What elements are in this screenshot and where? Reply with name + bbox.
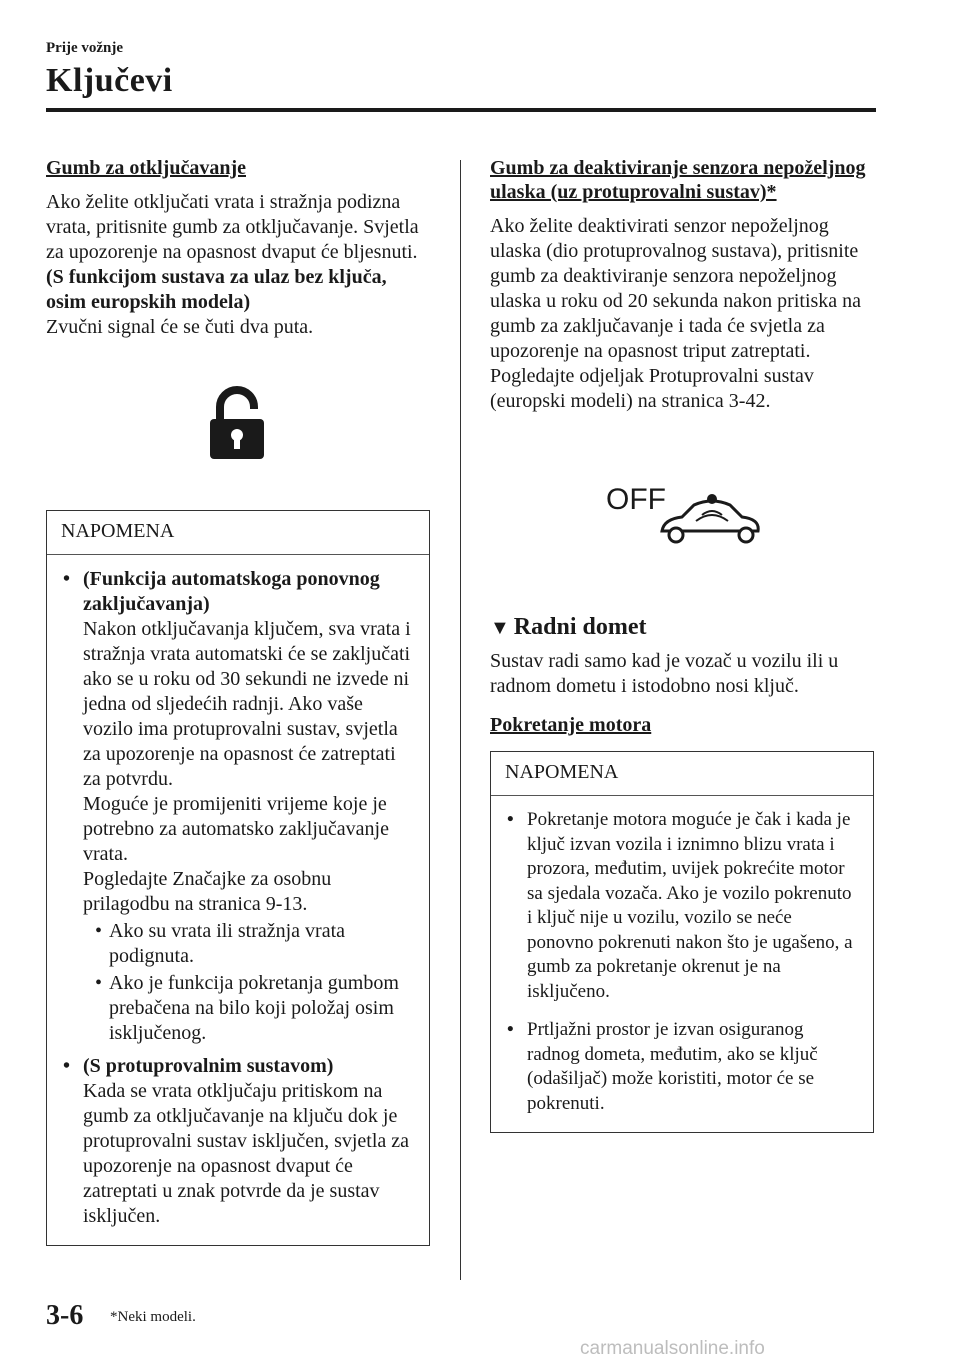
dot-icon: • <box>95 920 103 942</box>
footnote: *Neki modeli. <box>110 1309 196 1325</box>
range-heading: ▼ Radni domet <box>490 614 647 640</box>
note-sub-item-text: Ako su vrata ili stražnja vrata podignuta. <box>109 920 346 967</box>
note-item-heading: (Funkcija automatskoga ponovnog zaključavanja) <box>83 568 380 615</box>
section-label: Prije vožnje <box>46 40 124 56</box>
note-item-text: Kada se vrata otključaju pritiskom na gumb za otključavanje na ključu dok je protuprovalni sustav isključen, svjetla za upozorenje na opasnost dvaput će zatreptati u znak potvrde da je sustav isključen. <box>83 1080 410 1227</box>
note-item-heading: (S protuprovalnim sustavom) <box>83 1055 334 1077</box>
off-label: OFF <box>606 483 666 516</box>
note-item-text: Moguće je promijeniti vrijeme koje je potrebno za automatsko zaključavanje vrata. <box>83 793 389 865</box>
sensor-text: Ako želite deaktivirati senzor nepoželjnog ulaska (dio protuprovalnog sustava), pritisnite gumb za deaktiviranje senzora nepoželjnog ulaska u roku od 20 sekunda nakon pritiska na gumb za zaključavanje i tada će svjetla za upozorenje na opasnost triput zatreptati. Pogledajte odjeljak Protuprovalni sustav (europski modeli) na stranica 3-42. <box>490 215 862 412</box>
bullet-icon: • <box>507 1019 514 1040</box>
page-number: 3-6 <box>46 1300 84 1331</box>
note-title: NAPOMENA <box>47 511 429 555</box>
note-title: NAPOMENA <box>491 752 873 796</box>
note-item <box>505 808 859 1004</box>
column-divider <box>460 160 461 1280</box>
note-item-text: Pokretanje motora moguće je čak i kada je ključ izvan vozila i iznimno blizu vrata i prozora, međutim, uvijek pokrećite motor sa sjedala vozača. Ako je vozilo pokrenuto i ključ nije u vozilu, vozilo se neće ponovno pokrenuti nakon što je ugašeno, a gumb za pokretanje okrenut je na isključeno. <box>527 809 853 1002</box>
note-item <box>61 567 415 1046</box>
note-item-text: Nakon otključavanja ključem, sva vrata i stražnja vrata automatski će se zaključati ako se u roku od 30 sekundi ne izvede ni jedna od sljedećih radnji. Ako vaše vozilo ima protuprovalni sustav, svjetla za upozorenje na opasnost će zatreptati za potvrdu. <box>83 618 411 790</box>
bullet-icon: • <box>63 568 71 590</box>
note-item <box>505 1018 859 1116</box>
sensor-heading: Gumb za deaktiviranje senzora nepoželjnog ulaska (uz protuprovalni sustav)* <box>490 157 866 203</box>
note-sub-item-text: Ako je funkcija pokretanja gumbom prebačena na bilo koji položaj osim isključenog. <box>109 972 399 1044</box>
unlock-bold-note: (S funkcijom sustava za ulaz bez ključa, osim europskih modela) <box>46 266 387 313</box>
right-column <box>490 156 874 1133</box>
range-text: Sustav radi samo kad je vozač u vozilu ili u radnom dometu i istodobno nosi ključ. <box>490 650 839 697</box>
note-item-text: Prtljažni prostor je izvan osiguranog radnog dometa, međutim, ako se ključ (odašiljač) može koristiti, motor će se pokrenuti. <box>527 1019 818 1114</box>
watermark: carmanualsonline.info <box>580 1338 765 1359</box>
sensor-off-icon-area <box>490 414 874 614</box>
title-rule <box>46 108 876 112</box>
unlocked-padlock-icon <box>208 385 268 465</box>
dot-icon: • <box>95 972 103 994</box>
unlock-icon-area <box>46 340 430 510</box>
unlock-text: Ako želite otključati vrata i stražnja podizna vrata, pritisnite gumb za otključavanje. Svjetla za upozorenje na opasnost dvaput će bljesnuti. <box>46 191 419 263</box>
left-column <box>46 156 430 1246</box>
note-item-text: Pogledajte Značajke za osobnu prilagodbu na stranica 9-13. <box>83 868 332 915</box>
unlock-text-2: Zvučni signal će se čuti dva puta. <box>46 316 314 338</box>
note-item <box>61 1054 415 1229</box>
note-sub-item <box>83 919 415 969</box>
intrusion-sensor-off-icon <box>602 479 762 549</box>
engine-heading: Pokretanje motora <box>490 714 652 736</box>
note-sub-item <box>83 971 415 1046</box>
bullet-icon: • <box>507 809 514 830</box>
bullet-icon: • <box>63 1055 71 1077</box>
unlock-heading: Gumb za otključavanje <box>46 157 246 179</box>
note-box-left <box>46 510 430 1246</box>
note-box-right <box>490 751 874 1133</box>
page-title: Ključevi <box>46 62 173 99</box>
triangle-down-icon: ▼ <box>490 617 510 639</box>
